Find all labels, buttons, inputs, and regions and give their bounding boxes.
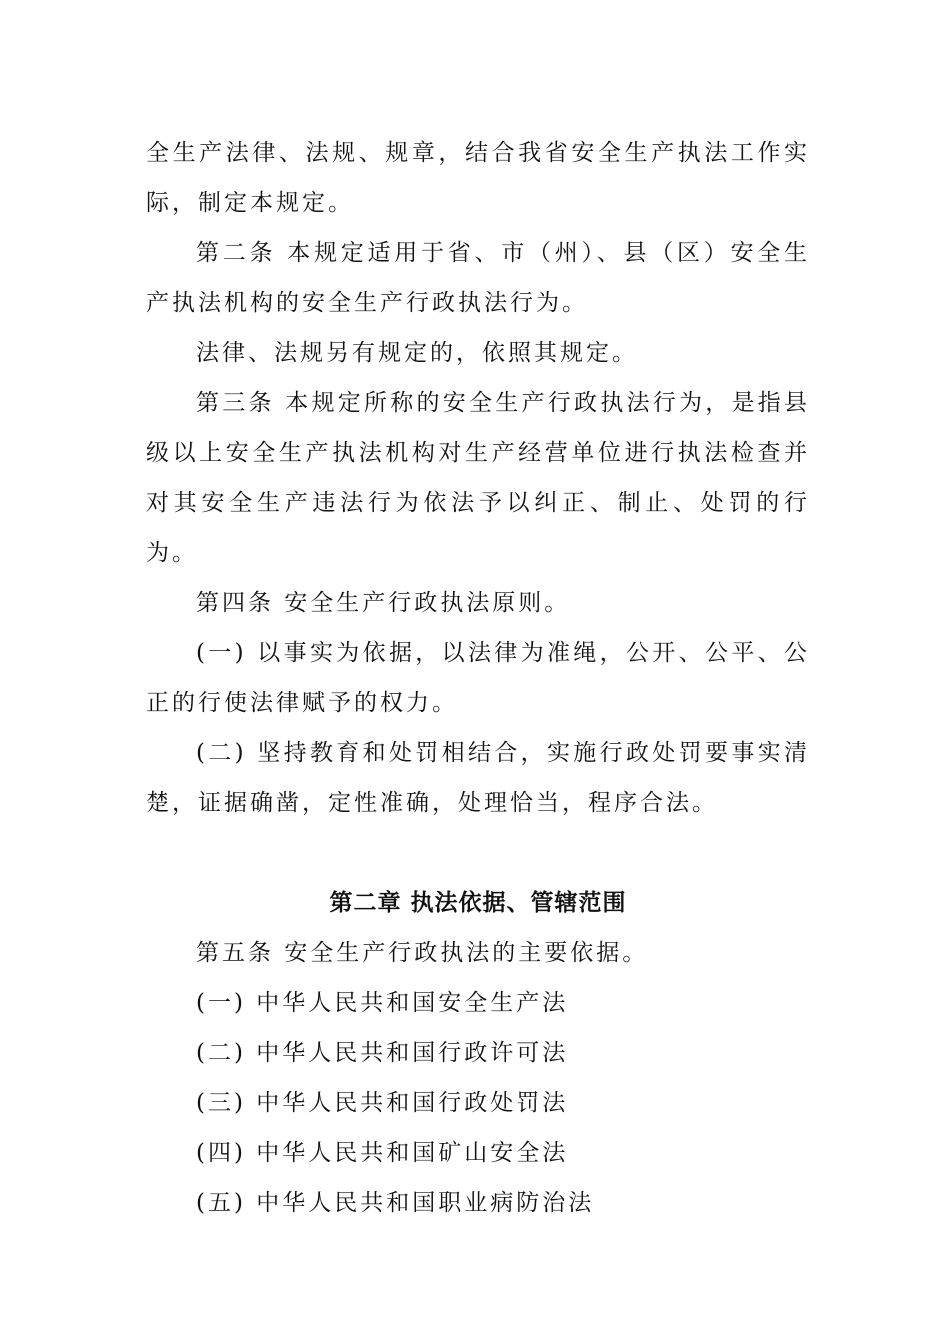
article-five: 第五条 安全生产行政执法的主要依据。 (196, 940, 649, 966)
paragraph-continuation: 全生产法律、法规、规章，结合我省安全生产执法工作实际，制定本规定。 (146, 140, 810, 216)
legal-basis-item: (五) 中华人民共和国职业病防治法 (196, 1190, 595, 1216)
article-four: 第四条 安全生产行政执法原则。 (196, 590, 571, 616)
article-three: 第三条 本规定所称的安全生产行政执法行为，是指县级以上安全生产执法机构对生产经营单位进行执法检查并对其安全生产违法行为依法予以纠正、制止、处罚的行为。 (146, 390, 810, 566)
article-two: 第二条 本规定适用于省、市（州）、县（区）安全生产执法机构的安全生产行政执法行为。 (146, 240, 810, 316)
document-body (146, 128, 810, 1228)
legal-basis-item: (一) 中华人民共和国安全生产法 (196, 990, 569, 1016)
legal-basis-item: (三) 中华人民共和国行政处罚法 (196, 1090, 569, 1116)
article-two-note: 法律、法规另有规定的，依照其规定。 (196, 340, 638, 366)
principle-two: (二) 坚持教育和处罚相结合，实施行政处罚要事实清楚，证据确凿，定性准确，处理恰当，程序合法。 (146, 740, 810, 816)
legal-basis-item: (四) 中华人民共和国矿山安全法 (196, 1140, 569, 1166)
legal-basis-item: (二) 中华人民共和国行政许可法 (196, 1040, 569, 1066)
principle-one: (一) 以事实为依据，以法律为准绳，公开、公平、公正的行使法律赋予的权力。 (146, 640, 810, 716)
chapter-title: 第二章 执法依据、管辖范围 (329, 890, 627, 916)
